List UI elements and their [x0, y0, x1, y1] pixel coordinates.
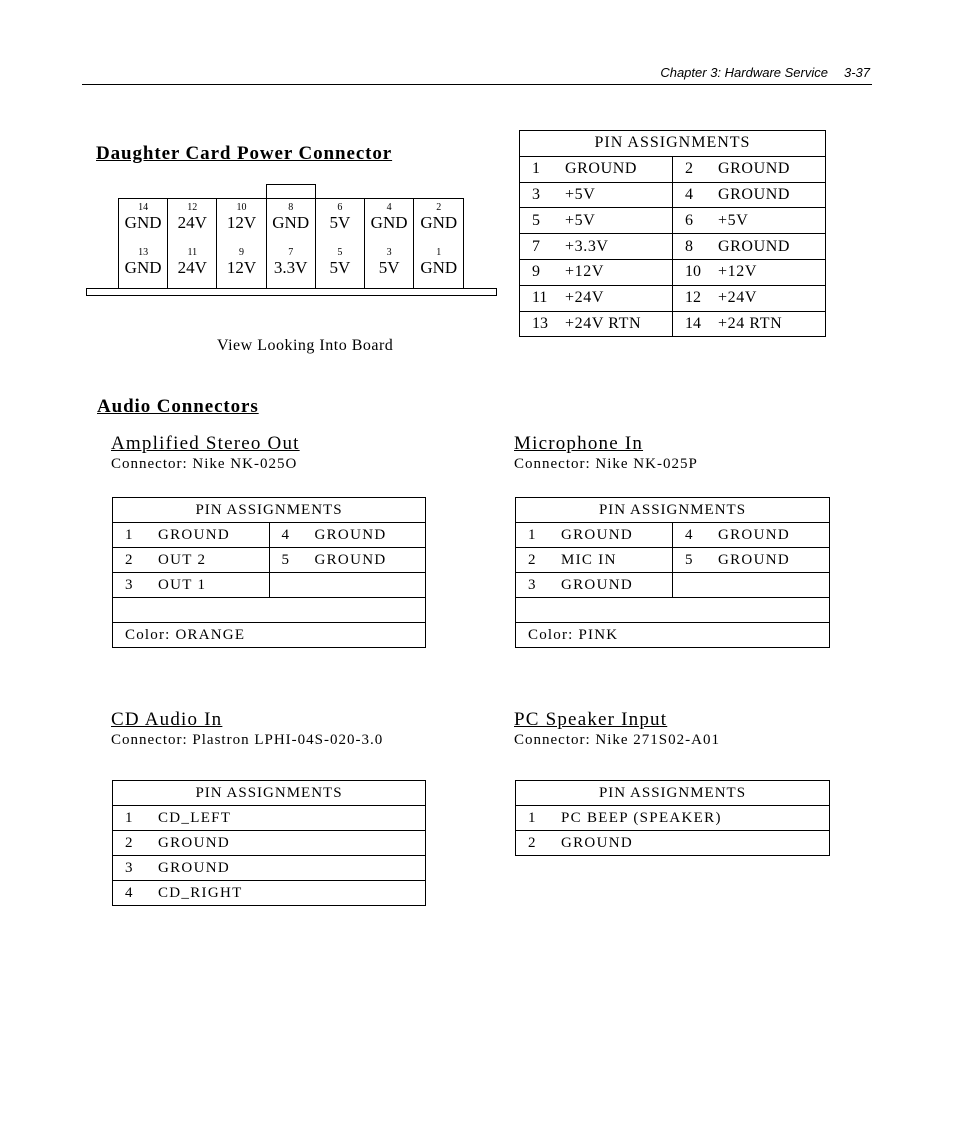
table-cell — [516, 598, 830, 623]
table-cell — [673, 285, 826, 311]
pin-number: 2 — [528, 551, 536, 568]
pin-number: 9 — [238, 247, 244, 258]
pin-signal: PC BEEP (SPEAKER) — [561, 809, 722, 826]
pin-signal: GROUND — [718, 237, 791, 255]
pin-signal: OUT 2 — [158, 551, 207, 568]
table-row — [113, 523, 426, 548]
pin-number: 13 — [532, 314, 548, 332]
table-row — [516, 548, 830, 573]
cd-audio-pin-table — [112, 780, 426, 906]
pin-signal: GROUND — [561, 834, 633, 851]
table-row — [520, 208, 826, 234]
connector-pin-column — [168, 199, 217, 288]
table-cell — [520, 182, 673, 208]
pin-signal: GROUND — [158, 526, 230, 543]
table-cell — [673, 573, 830, 598]
pin-number: 5 — [685, 551, 693, 568]
color-label: Color: PINK — [516, 623, 830, 648]
table-cell — [673, 208, 826, 234]
pin-number: 7 — [288, 247, 294, 258]
pin-label: 24V — [177, 258, 207, 277]
table-row — [113, 573, 426, 598]
pin-number: 6 — [685, 211, 693, 229]
pin-signal: GROUND — [561, 576, 633, 593]
table-cell — [113, 856, 426, 881]
table-cell — [673, 523, 830, 548]
pin-signal: GROUND — [718, 185, 791, 203]
pin-signal: GROUND — [718, 526, 790, 543]
table-cell — [673, 182, 826, 208]
pin-number: 3 — [532, 185, 540, 203]
connector-pin-column — [414, 199, 463, 288]
pin-label: 5V — [329, 213, 351, 232]
pin-signal: CD_RIGHT — [158, 884, 243, 901]
pin-number: 7 — [532, 237, 540, 255]
table-row — [516, 831, 830, 856]
pin-number: 2 — [125, 551, 133, 568]
pin-number: 1 — [528, 526, 536, 543]
table-cell — [673, 311, 826, 337]
table-cell — [520, 311, 673, 337]
pin-label: 12V — [226, 258, 257, 277]
table-heading: PIN ASSIGNMENTS — [113, 498, 426, 523]
table-heading: PIN ASSIGNMENTS — [516, 781, 830, 806]
table-cell — [269, 523, 426, 548]
pin-number: 5 — [281, 551, 289, 568]
table-cell — [113, 881, 426, 906]
pin-label: 5V — [378, 258, 400, 277]
pin-signal: +24V RTN — [565, 314, 642, 332]
daughter-card-title: Daughter Card Power Connector — [96, 143, 393, 164]
connector-board-edge — [86, 288, 497, 296]
pin-label: GND — [272, 213, 310, 232]
pin-number: 10 — [685, 263, 701, 281]
pin-number: 1 — [125, 809, 133, 826]
connector-body — [118, 198, 464, 289]
pin-signal: CD_LEFT — [158, 809, 232, 826]
pin-label: GND — [124, 213, 162, 232]
pin-signal: GROUND — [565, 160, 638, 178]
table-cell — [673, 548, 830, 573]
pin-signal: +24V — [718, 289, 757, 307]
table-row — [113, 806, 426, 831]
pin-number: 1 — [436, 247, 442, 258]
table-row — [520, 285, 826, 311]
table-row — [113, 881, 426, 906]
table-row — [113, 831, 426, 856]
pin-label: GND — [420, 213, 458, 232]
pin-signal: GROUND — [718, 551, 790, 568]
pc-speaker-connector: Connector: Nike 271S02-A01 — [514, 732, 720, 748]
pin-number: 1 — [125, 526, 133, 543]
pin-number: 2 — [528, 834, 536, 851]
table-heading: PIN ASSIGNMENTS — [516, 498, 830, 523]
table-cell — [516, 573, 673, 598]
pin-number: 13 — [138, 247, 149, 258]
pin-signal: +24 RTN — [718, 314, 783, 332]
table-row — [516, 523, 830, 548]
pin-number: 3 — [125, 576, 133, 593]
amplified-stereo-connector: Connector: Nike NK-025O — [111, 456, 298, 472]
connector-pin-column — [267, 199, 316, 288]
pin-signal: +5V — [565, 185, 596, 203]
pin-number: 4 — [685, 185, 693, 203]
table-row — [113, 598, 426, 623]
microphone-title: Microphone In — [514, 433, 644, 454]
table-row — [516, 806, 830, 831]
pin-number: 4 — [125, 884, 133, 901]
chapter-title: Chapter 3: Hardware Service — [660, 65, 828, 80]
connector-pin-column — [217, 199, 266, 288]
pin-signal: +12V — [565, 263, 604, 281]
table-heading: PIN ASSIGNMENTS — [520, 131, 826, 157]
pin-number: 9 — [532, 263, 540, 281]
table-row — [520, 182, 826, 208]
table-row — [516, 598, 830, 623]
pc-speaker-pin-table — [515, 780, 830, 856]
connector-pin-column — [119, 199, 168, 288]
pin-number: 4 — [281, 526, 289, 543]
daughter-card-pin-table — [519, 130, 826, 337]
table-cell — [673, 156, 826, 182]
table-row — [520, 156, 826, 182]
cd-audio-title: CD Audio In — [111, 709, 223, 730]
page-header — [82, 62, 872, 85]
connector-pin-column — [316, 199, 365, 288]
table-row — [516, 623, 830, 648]
pin-signal: OUT 1 — [158, 576, 207, 593]
pin-number: 2 — [125, 834, 133, 851]
pin-number: 5 — [532, 211, 540, 229]
pin-signal: +5V — [565, 211, 596, 229]
pin-number: 3 — [386, 247, 392, 258]
pin-number: 12 — [187, 202, 198, 213]
table-cell — [113, 523, 270, 548]
pin-signal: GROUND — [718, 160, 791, 178]
table-row — [516, 573, 830, 598]
pin-signal: +5V — [718, 211, 749, 229]
pin-label: 5V — [329, 258, 351, 277]
pin-signal: GROUND — [158, 859, 230, 876]
daughter-card-connector-diagram — [86, 184, 498, 298]
connector-pin-column — [365, 199, 414, 288]
table-row — [113, 623, 426, 648]
microphone-pin-table — [515, 497, 830, 648]
pin-signal: +24V — [565, 289, 604, 307]
table-cell — [113, 548, 270, 573]
table-cell — [516, 523, 673, 548]
pin-number: 14 — [685, 314, 701, 332]
pin-signal: +3.3V — [565, 237, 609, 255]
microphone-connector: Connector: Nike NK-025P — [514, 456, 698, 472]
amplified-stereo-pin-table — [112, 497, 426, 648]
cd-audio-connector: Connector: Plastron LPHI-04S-020-3.0 — [111, 732, 384, 748]
pin-number: 14 — [138, 202, 149, 213]
audio-connectors-title: Audio Connectors — [97, 396, 259, 417]
pin-number: 11 — [532, 289, 548, 307]
table-heading: PIN ASSIGNMENTS — [113, 781, 426, 806]
table-row — [520, 234, 826, 260]
pin-number: 1 — [528, 809, 536, 826]
table-cell — [520, 234, 673, 260]
table-cell — [516, 806, 830, 831]
pin-signal: GROUND — [561, 526, 633, 543]
table-cell — [269, 573, 426, 598]
pin-signal: MIC IN — [561, 551, 617, 568]
table-cell — [516, 831, 830, 856]
pin-signal: GROUND — [314, 551, 387, 568]
pin-number: 8 — [288, 202, 294, 213]
table-cell — [269, 548, 426, 573]
table-cell — [113, 806, 426, 831]
table-row — [520, 311, 826, 337]
page-number: 3-37 — [843, 65, 870, 80]
pin-signal: +12V — [718, 263, 757, 281]
pin-number: 10 — [236, 202, 247, 213]
pc-speaker-title: PC Speaker Input — [514, 709, 668, 730]
table-row — [520, 259, 826, 285]
table-cell — [520, 156, 673, 182]
pin-label: GND — [124, 258, 162, 277]
pin-number: 6 — [337, 202, 343, 213]
pin-number: 5 — [337, 247, 343, 258]
pin-number: 3 — [125, 859, 133, 876]
pin-number: 4 — [685, 526, 693, 543]
pin-number: 11 — [187, 247, 198, 258]
table-cell — [113, 573, 270, 598]
pin-number: 1 — [532, 160, 540, 178]
pin-label: GND — [370, 213, 408, 232]
diagram-caption: View Looking Into Board — [217, 337, 394, 354]
table-cell — [516, 548, 673, 573]
pin-label: GND — [420, 258, 458, 277]
pin-number: 12 — [685, 289, 701, 307]
header-text — [660, 65, 870, 80]
table-cell — [520, 285, 673, 311]
pin-number: 2 — [436, 202, 442, 213]
pin-label: 3.3V — [273, 258, 308, 277]
color-label: Color: ORANGE — [113, 623, 426, 648]
table-cell — [673, 234, 826, 260]
table-cell — [673, 259, 826, 285]
table-cell — [520, 208, 673, 234]
pin-signal: GROUND — [158, 834, 230, 851]
table-cell — [113, 598, 426, 623]
pin-number: 3 — [528, 576, 536, 593]
table-row — [113, 548, 426, 573]
connector-key-tab — [266, 184, 316, 199]
pin-label: 24V — [177, 213, 207, 232]
pin-signal: GROUND — [314, 526, 387, 543]
table-cell — [113, 831, 426, 856]
pin-number: 2 — [685, 160, 693, 178]
pin-number: 8 — [685, 237, 693, 255]
pin-number: 4 — [386, 202, 392, 213]
pin-label: 12V — [226, 213, 257, 232]
table-cell — [520, 259, 673, 285]
table-row — [113, 856, 426, 881]
amplified-stereo-title: Amplified Stereo Out — [111, 433, 300, 454]
